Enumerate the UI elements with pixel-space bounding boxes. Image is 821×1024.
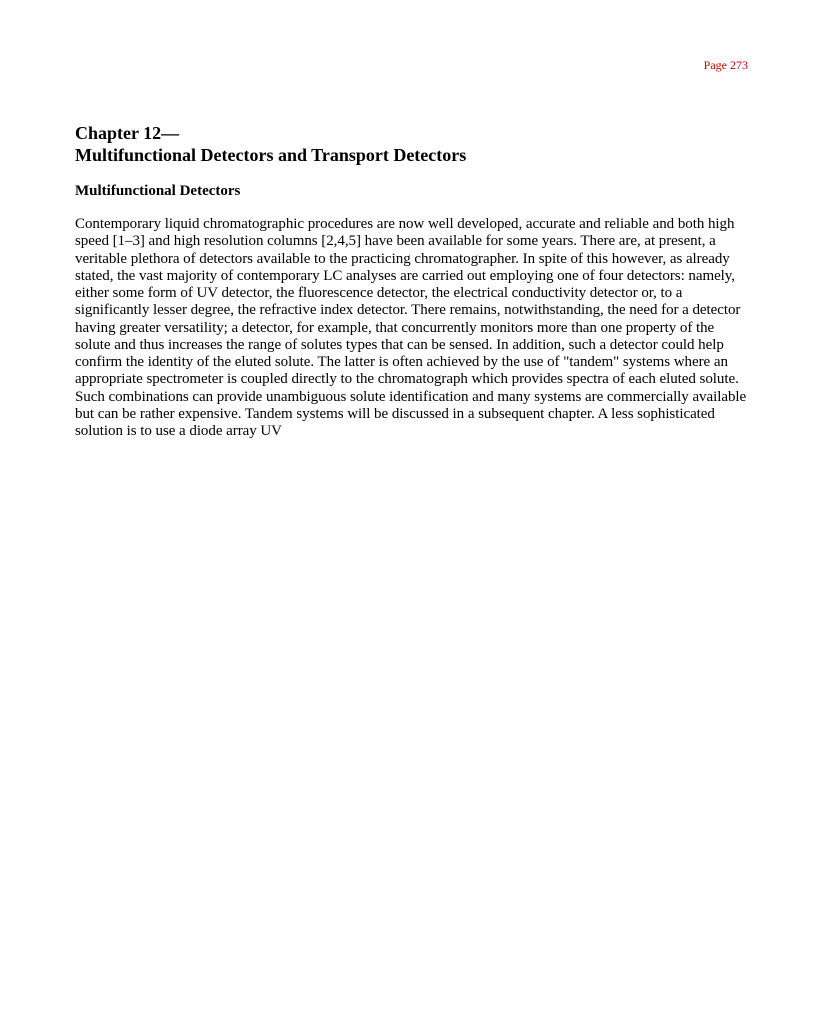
body-paragraph: Contemporary liquid chromatographic procedures are now well developed, accurate and reliable and both high speed [1–3] and high resolution columns [2,4,5] have been available for some years. There are, at present, a veritable plethora of detectors available to the practicing chromatographer. In spite of this however, as already stated, the vast majority of contemporary LC analyses are carried out employing one of four detectors: namely, either some form of UV detector, the fluorescence detector, the electrical conductivity detector or, to a significantly lesser degree, the refractive index detector. There remains, notwithstanding, the need for a detector having greater versatility; a detector, for example, that concurrently monitors more than one property of the solute and thus increases the range of solutes types that can be sensed. In addition, such a detector could help confirm the identity of the eluted solute. The latter is often achieved by the use of "tandem" systems where an appropriate spectrometer is coupled directly to the chromatograph which provides spectra of each eluted solute. Such combinations can provide unambiguous solute identification and many systems are commercially available but can be rather expensive. Tandem systems will be discussed in a subsequent chapter. A less sophisticated solution is to use a diode array UV [75,216,747,439]
page-number: Page 273 [703,58,748,72]
chapter-number: Chapter 12— [75,123,180,143]
section-heading: Multifunctional Detectors [75,183,241,199]
chapter-title [75,122,755,166]
chapter-subtitle: Multifunctional Detectors and Transport Detectors [75,145,467,165]
